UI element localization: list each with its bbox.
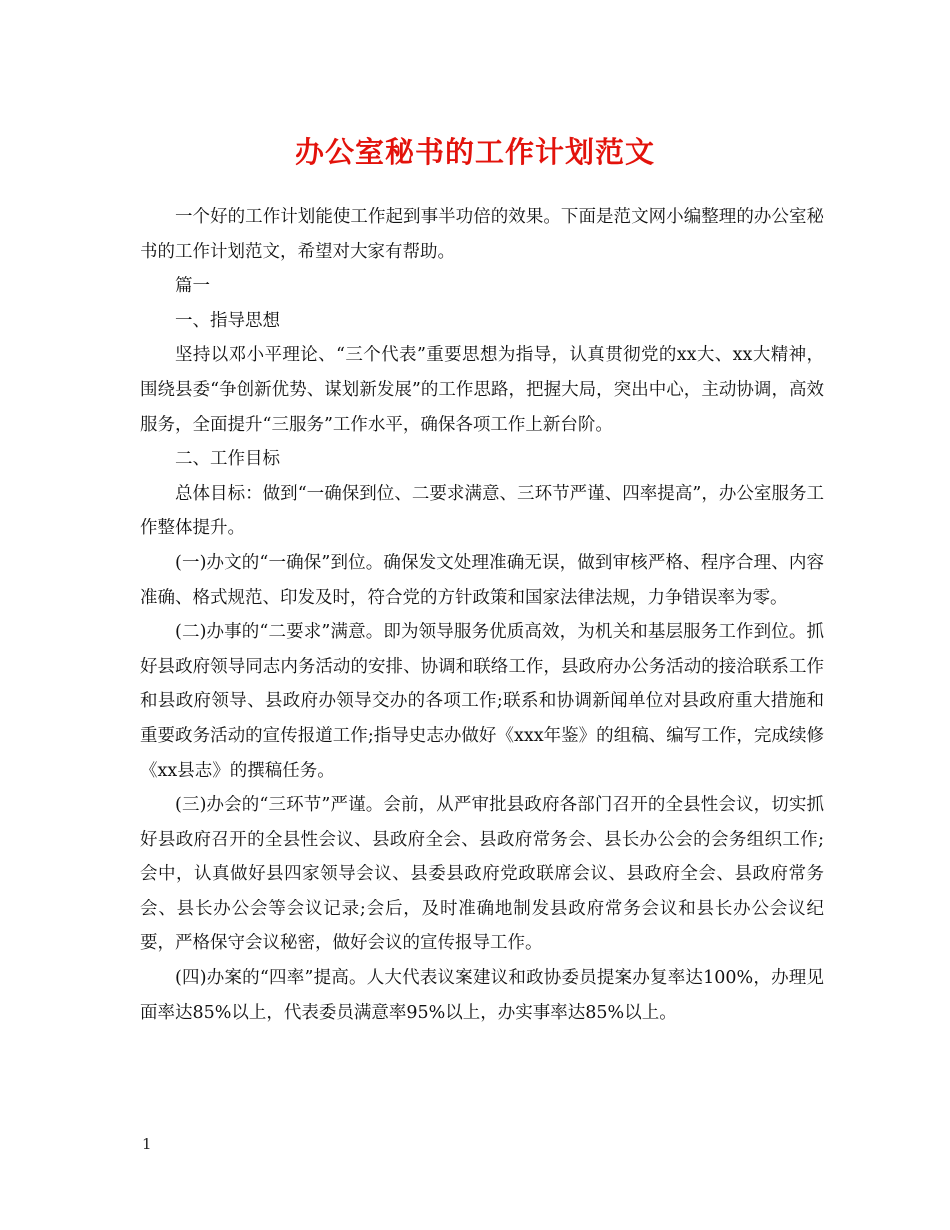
- document-body: [140, 200, 824, 1030]
- page-number: 1: [142, 1135, 152, 1153]
- paragraph-guiding-ideology: 坚持以邓小平理论、“三个代表”重要思想为指导，认真贯彻党的xx大、xx大精神，围绕县委“争创新优势、谋划新发展”的工作思路，把握大局，突出中心，主动协调，高效服务，全面提升“三服务”工作水平，确保各项工作上新台阶。: [140, 345, 824, 435]
- paragraph-meeting-handling: (三)办会的“三环节”严谨。会前，从严审批县政府各部门召开的全县性会议，切实抓好县政府召开的全县性会议、县政府全会、县政府常务会、县长办公会的会务组织工作;会中，认真做好县四家领导会议、县委县政府党政联席会议、县政府全会、县政府常务会、县长办公会等会议记录;会后，及时准确地制发县政府常务会议和县长办公会议纪要，严格保守会议秘密，做好会议的宣传报导工作。: [140, 795, 824, 954]
- document-title: 办公室秘书的工作计划范文: [294, 135, 655, 169]
- paragraph-proposal-handling: (四)办案的“四率”提高。人大代表议案建议和政协委员提案办复率达100%，办理见面率达85%以上，代表委员满意率95%以上，办实事率达85%以上。: [140, 968, 824, 1023]
- section-label-part-one: 篇一: [175, 276, 210, 297]
- heading-work-goals: 二、工作目标: [175, 449, 280, 470]
- paragraph-affairs-handling: (二)办事的“二要求”满意。即为领导服务优质高效，为机关和基层服务工作到位。抓好县政府领导同志内务活动的安排、协调和联络工作，县政府办公务活动的接洽联系工作和县政府领导、县政府办领导交办的各项工作;联系和协调新闻单位对县政府重大措施和重要政务活动的宣传报道工作;指导史志办做好《xxx年鉴》的组稿、编写工作，完成续修《xx县志》的撰稿任务。: [140, 622, 824, 781]
- paragraph-document-handling: (一)办文的“一确保”到位。确保发文处理准确无误，做到审核严格、程序合理、内容准确、格式规范、印发及时，符合党的方针政策和国家法律法规，力争错误率为零。: [140, 552, 824, 608]
- paragraph-intro: 一个好的工作计划能使工作起到事半功倍的效果。下面是范文网小编整理的办公室秘书的工作计划范文，希望对大家有帮助。: [140, 207, 824, 262]
- paragraph-overall-goal: 总体目标：做到“一确保到位、二要求满意、三环节严谨、四率提高”，办公室服务工作整体提升。: [140, 483, 824, 539]
- heading-guiding-ideology: 一、指导思想: [175, 310, 280, 331]
